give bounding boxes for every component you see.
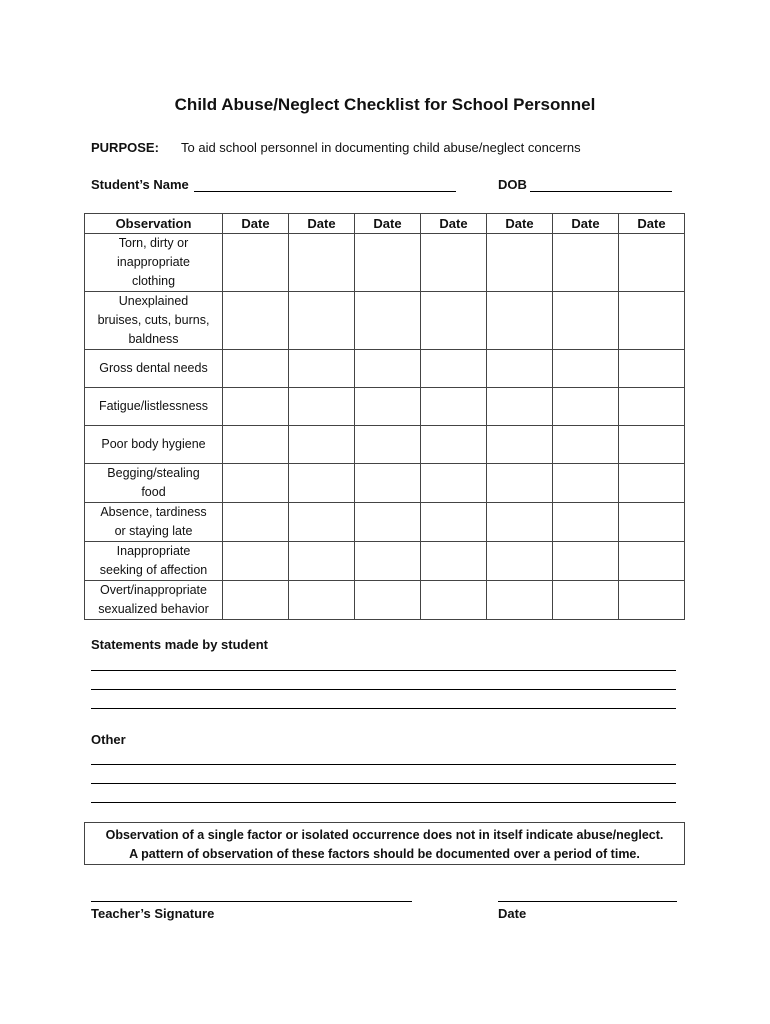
date-header: Date	[223, 214, 289, 234]
observation-text-line: Absence, tardiness	[100, 505, 207, 519]
date-cell[interactable]	[487, 388, 553, 426]
date-header: Date	[619, 214, 685, 234]
date-cell[interactable]	[553, 350, 619, 388]
date-cell[interactable]	[289, 350, 355, 388]
student-name-label: Student’s Name	[91, 177, 189, 192]
table-row	[85, 350, 685, 388]
dob-field[interactable]	[530, 191, 672, 192]
observation-table	[84, 213, 685, 620]
date-cell[interactable]	[553, 388, 619, 426]
date-header: Date	[355, 214, 421, 234]
date-cell[interactable]	[487, 426, 553, 464]
date-cell[interactable]	[289, 292, 355, 350]
statement-line[interactable]	[91, 689, 676, 690]
other-line[interactable]	[91, 802, 676, 803]
date-cell[interactable]	[421, 292, 487, 350]
observation-text-line: Overt/inappropriate	[99, 583, 207, 597]
observation-cell	[85, 350, 223, 388]
date-cell[interactable]	[421, 581, 487, 620]
date-cell[interactable]	[421, 350, 487, 388]
date-cell[interactable]	[355, 581, 421, 620]
date-cell[interactable]	[421, 464, 487, 503]
date-cell[interactable]	[487, 234, 553, 292]
observation-cell	[85, 388, 223, 426]
date-cell[interactable]	[421, 426, 487, 464]
date-cell[interactable]	[223, 388, 289, 426]
observation-text-line: Unexplained	[118, 294, 189, 308]
date-cell[interactable]	[553, 292, 619, 350]
date-cell[interactable]	[355, 503, 421, 542]
observation-text-line: Poor body hygiene	[101, 437, 206, 451]
date-cell[interactable]	[553, 426, 619, 464]
date-cell[interactable]	[355, 292, 421, 350]
date-cell[interactable]	[223, 464, 289, 503]
date-cell[interactable]	[289, 426, 355, 464]
notice-line-1: Observation of a single factor or isolated occurrence does not in itself indicate abuse/neglect.	[105, 828, 664, 842]
signature-label: Teacher’s Signature	[91, 906, 215, 921]
date-cell[interactable]	[223, 350, 289, 388]
observation-text-line: food	[141, 485, 166, 499]
date-cell[interactable]	[619, 388, 685, 426]
observation-cell	[85, 464, 223, 503]
table-row	[85, 503, 685, 542]
observation-header: Observation	[85, 214, 223, 234]
observation-text-line: sexualized behavior	[98, 602, 209, 616]
date-cell[interactable]	[553, 234, 619, 292]
date-cell[interactable]	[619, 542, 685, 581]
date-cell[interactable]	[355, 350, 421, 388]
statement-line[interactable]	[91, 708, 676, 709]
date-cell[interactable]	[619, 426, 685, 464]
table-row	[85, 388, 685, 426]
statements-label: Statements made by student	[91, 637, 268, 652]
date-cell[interactable]	[421, 542, 487, 581]
table-row	[85, 464, 685, 503]
purpose-text: To aid school personnel in documenting child abuse/neglect concerns	[181, 140, 581, 155]
observation-text-line: clothing	[131, 274, 176, 288]
date-header: Date	[553, 214, 619, 234]
date-cell[interactable]	[289, 581, 355, 620]
date-cell[interactable]	[355, 464, 421, 503]
date-cell[interactable]	[619, 350, 685, 388]
date-cell[interactable]	[223, 292, 289, 350]
table-header-row	[85, 214, 685, 234]
student-name-field[interactable]	[194, 191, 456, 192]
observation-cell	[85, 234, 223, 292]
purpose-label: PURPOSE:	[91, 140, 159, 155]
observation-text-line: or staying late	[114, 524, 193, 538]
observation-cell	[85, 292, 223, 350]
date-cell[interactable]	[289, 503, 355, 542]
observation-text-line: Fatigue/listlessness	[98, 399, 209, 413]
observation-text-line: bruises, cuts, burns,	[97, 313, 210, 327]
date-cell[interactable]	[223, 234, 289, 292]
table-row	[85, 542, 685, 581]
other-line[interactable]	[91, 783, 676, 784]
notice-line-2: A pattern of observation of these factors should be documented over a period of time.	[129, 847, 640, 861]
date-header: Date	[289, 214, 355, 234]
date-cell[interactable]	[487, 292, 553, 350]
date-cell[interactable]	[619, 581, 685, 620]
date-cell[interactable]	[289, 464, 355, 503]
date-cell[interactable]	[355, 542, 421, 581]
date-cell[interactable]	[289, 234, 355, 292]
date-cell[interactable]	[355, 426, 421, 464]
dob-label: DOB	[498, 177, 527, 192]
date-cell[interactable]	[553, 464, 619, 503]
page-title: Child Abuse/Neglect Checklist for School Personnel	[174, 95, 596, 114]
date-cell[interactable]	[223, 503, 289, 542]
other-label: Other	[91, 732, 126, 747]
table-row	[85, 234, 685, 292]
observation-cell	[85, 426, 223, 464]
observation-cell	[85, 581, 223, 620]
observation-cell	[85, 542, 223, 581]
date-cell[interactable]	[619, 464, 685, 503]
date-cell[interactable]	[487, 350, 553, 388]
date-cell[interactable]	[289, 542, 355, 581]
table-row	[85, 426, 685, 464]
date-header: Date	[487, 214, 553, 234]
date-cell[interactable]	[553, 503, 619, 542]
table-row	[85, 581, 685, 620]
date-header: Date	[421, 214, 487, 234]
date-cell[interactable]	[421, 503, 487, 542]
date-cell[interactable]	[619, 234, 685, 292]
date-cell[interactable]	[223, 581, 289, 620]
date-cell[interactable]	[619, 503, 685, 542]
date-cell[interactable]	[619, 292, 685, 350]
observation-text-line: seeking of affection	[99, 563, 208, 577]
observation-text-line: inappropriate	[117, 255, 190, 269]
date-cell[interactable]	[553, 581, 619, 620]
table-row	[85, 292, 685, 350]
date-cell[interactable]	[421, 388, 487, 426]
signature-date-field[interactable]	[498, 901, 677, 902]
other-line[interactable]	[91, 764, 676, 765]
signature-date-label: Date	[498, 906, 527, 921]
signature-field[interactable]	[91, 901, 412, 902]
date-cell[interactable]	[289, 388, 355, 426]
date-cell[interactable]	[553, 542, 619, 581]
observation-text-line: Inappropriate	[116, 544, 191, 558]
date-cell[interactable]	[487, 503, 553, 542]
observation-cell	[85, 503, 223, 542]
date-cell[interactable]	[487, 464, 553, 503]
observation-text-line: Gross dental needs	[99, 361, 208, 375]
date-cell[interactable]	[487, 542, 553, 581]
date-cell[interactable]	[355, 388, 421, 426]
observation-text-line: Begging/stealing	[107, 466, 200, 480]
observation-text-line: Torn, dirty or	[118, 236, 189, 250]
statement-line[interactable]	[91, 670, 676, 671]
observation-text-line: baldness	[128, 332, 179, 346]
date-cell[interactable]	[223, 542, 289, 581]
notice-box	[84, 822, 685, 865]
date-cell[interactable]	[421, 234, 487, 292]
date-cell[interactable]	[355, 234, 421, 292]
date-cell[interactable]	[223, 426, 289, 464]
date-cell[interactable]	[487, 581, 553, 620]
